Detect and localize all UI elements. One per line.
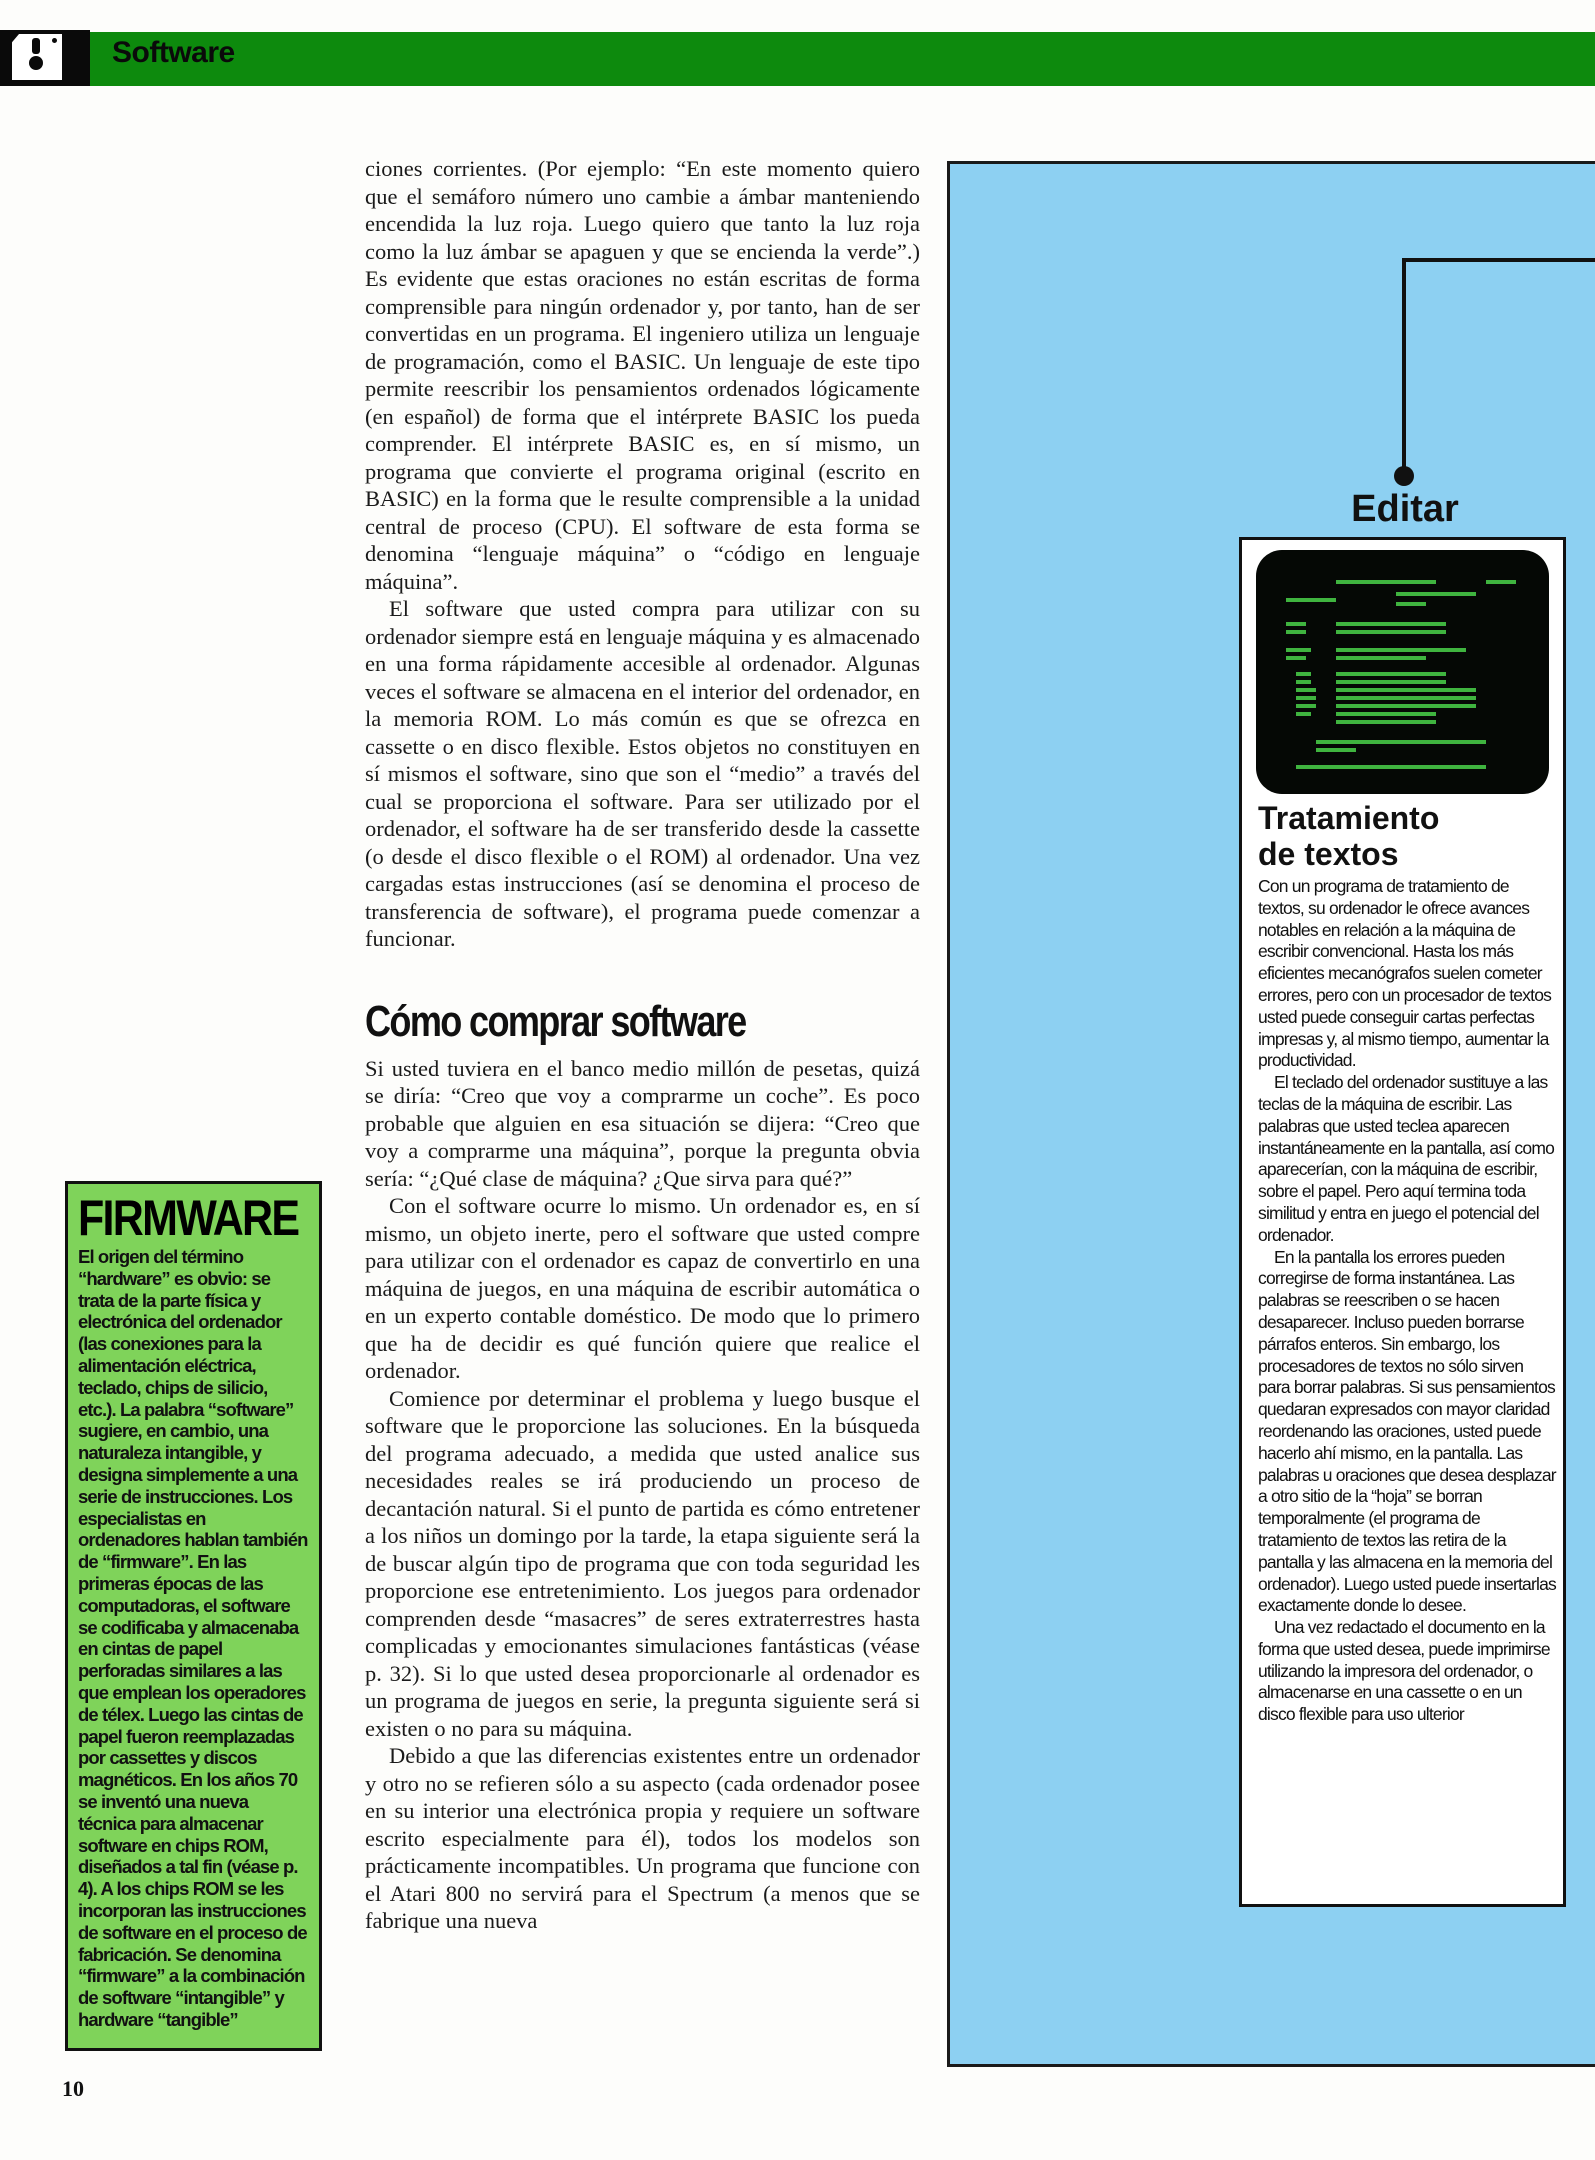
article-paragraph: Con el software ocurre lo mismo. Un ordenador es, en sí mismo, un objeto inerte, pero el software que usted compre para utilizar con el ordenador es capaz de convertirlo en una máquina de juegos, en una máquina de escribir automática o en un experto contable doméstico. De modo que lo primero que ha de decidir es qué función quiere que realice el ordenador. bbox=[365, 1193, 920, 1383]
screen-text-line bbox=[1296, 704, 1316, 708]
article-paragraph: El software que usted compra para utilizar con su ordenador siempre está en lenguaje máquina y es almacenado en una forma rápidamente accesible al ordenador. Algunas veces el software se almacena en el interior del ordenador, en la memoria ROM. Lo más común es que se ofrezca en cassette o en disco flexible. Estos objetos no constituyen en sí mismos el software, sino que son el “medio” a través del cual se proporciona el software. Para ser utilizado por el ordenador, el software ha de ser transferido desde la cassette (o desde el disco flexible o el ROM) al ordenador. Una vez cargadas estas instrucciones (así se denomina el proceso de transferencia de software), el programa puede comenzar a funcionar. bbox=[365, 596, 920, 951]
screen-text-line bbox=[1286, 630, 1306, 634]
screen-text-line bbox=[1336, 704, 1476, 708]
card-paragraph: Con un programa de tratamiento de textos, su ordenador le ofrece avances notables en relación a la máquina de escribir convencional. Hasta los más eficientes mecanógrafos suelen cometer errores, pero con un procesador de textos usted puede conseguir cartas perfectas impresas y, al mismo tiempo, aumentar la productividad. bbox=[1258, 876, 1552, 1071]
screen-text-line bbox=[1336, 712, 1436, 716]
screen-text-line bbox=[1296, 765, 1486, 769]
page-number: 10 bbox=[62, 2076, 84, 2101]
word-processing-card bbox=[1239, 537, 1566, 1907]
screen-text-line bbox=[1286, 622, 1306, 626]
article-paragraph: Debido a que las diferencias existentes entre un ordenador y otro no se refieren sólo a su aspecto (cada ordenador posee en su interior una electrónica propia y requiere un software escrito especialmente para él), todos los modelos son prácticamente incompatibles. Un programa que funcione con el Atari 800 no servirá para el Spectrum (a menos que se fabrique una nueva bbox=[365, 1743, 920, 1933]
screen-text-line bbox=[1336, 656, 1426, 660]
screen-text-line bbox=[1316, 748, 1356, 752]
article-paragraph: ciones corrientes. (Por ejemplo: “En este momento quiero que el semáforo número uno cambie a ámbar manteniendo encendida la luz roja. Luego quiero que tanto la luz roja como la luz ámbar se apaguen y que se encienda la verde”.) Es evidente que estas oraciones no están escritas de forma comprensible para ningún ordenador y, por tanto, han de ser convertidas en un programa. El ingeniero utiliza un lenguaje de programación, como el BASIC. Un lenguaje de este tipo permite reescribir los pensamientos ordenados lógicamente (en español) de forma que el intérprete BASIC los pueda comprender. El intérprete BASIC es, en sí mismo, un programa que convierte el programa original (escrito en BASIC) en la forma que le resulte comprensible a la unidad central de proceso (CPU). El software de esta forma se denomina “lenguaje máquina” o “código en lenguaje máquina”. bbox=[365, 156, 920, 594]
connector-line bbox=[1402, 258, 1595, 262]
screen-text-line bbox=[1396, 592, 1476, 596]
screen-text-line bbox=[1296, 712, 1311, 716]
card-paragraph: El teclado del ordenador sustituye a las teclas de la máquina de escribir. Las palabras que usted teclea aparecen instantáneamente en la pantalla, así como aparecerían, con la máquina de escribir, sobre el papel. Pero aquí termina toda similitud y entra en juego el potencial del ordenador. bbox=[1258, 1072, 1555, 1245]
screen-text-line bbox=[1296, 696, 1316, 700]
card-title bbox=[1258, 800, 1439, 872]
section-header-bar bbox=[90, 32, 1595, 86]
main-article bbox=[365, 155, 920, 1935]
screen-text-line bbox=[1336, 696, 1476, 700]
screen-text-line bbox=[1296, 688, 1316, 692]
screen-text-line bbox=[1336, 630, 1446, 634]
card-title-line: Tratamiento bbox=[1258, 800, 1440, 836]
screen-text-line bbox=[1336, 672, 1446, 676]
article-paragraph: Si usted tuviera en el banco medio millón de pesetas, quizá se diría: “Creo que voy a comprarme un coche”. Es poco probable que alguien en esa situación se dijera: “Creo que voy a comprarme una máquina”, porque la pregunta obvia sería: “¿Qué clase de máquina? ¿Que sirva para qué?” bbox=[365, 1055, 920, 1191]
screen-text-line bbox=[1316, 740, 1486, 744]
firmware-sidebar-box bbox=[65, 1181, 322, 2051]
connector-line bbox=[1402, 258, 1406, 473]
screen-text-line bbox=[1486, 580, 1516, 584]
screen-text-line bbox=[1296, 672, 1311, 676]
screen-text-line bbox=[1286, 648, 1311, 652]
connector-dot bbox=[1394, 466, 1414, 486]
screen-text-line bbox=[1336, 688, 1476, 692]
editar-label: Editar bbox=[1351, 488, 1459, 530]
screen-text-line bbox=[1286, 656, 1306, 660]
article-subheading: Cómo comprar software bbox=[365, 996, 746, 1046]
screen-text-line bbox=[1336, 580, 1436, 584]
section-title: Software bbox=[112, 36, 235, 69]
computer-screen-image bbox=[1256, 550, 1549, 794]
screen-text-line bbox=[1336, 720, 1436, 724]
screen-text-line bbox=[1336, 680, 1446, 684]
floppy-disk-icon bbox=[12, 34, 62, 80]
card-paragraph: Una vez redactado el documento en la forma que usted desea, puede imprimirse utilizando la impresora del ordenador, o almacenarse en una cassette o en un disco flexible para uso ulterior bbox=[1258, 1617, 1550, 1725]
screen-text-line bbox=[1296, 680, 1311, 684]
article-paragraph: Comience por determinar el problema y luego busque el software que le proporcione las soluciones. En la búsqueda del programa adecuado, a medida que usted analice sus necesidades reales se irá produciendo un proceso de decantación natural. Si el punto de partida es cómo entretener a los niños un domingo por la tarde, la etapa siguiente será la de buscar algún tipo de programa que con toda seguridad les proporcione ese entretenimiento. Los juegos para ordenador comprenden desde “masacres” de seres extraterrestres hasta complicadas y emocionantes simulaciones fantásticas (véase p. 32). Si lo que usted desea proporcionarle al ordenador es un programa de juegos en serie, la pregunta siguiente será si existen o no para su máquina. bbox=[365, 1385, 920, 1741]
card-title-line: de textos bbox=[1258, 836, 1399, 872]
card-paragraph: En la pantalla los errores pueden corregirse de forma instantánea. Las palabras se reescriben o se hacen desaparecer. Incluso pueden borrarse párrafos enteros. Sin embargo, los procesadores de textos no sólo sirven para borrar palabras. Si sus pensamientos quedaran expresados con mayor claridad reordenando las oraciones, usted puede hacerlo ahí mismo, en la pantalla. Las palabras u oraciones que desea desplazar a otro sitio de la “hoja” se borran temporalmente (el programa de tratamiento de textos las retira de la pantalla y las almacena en la memoria del ordenador). Luego usted puede insertarlas exactamente donde lo desee. bbox=[1258, 1246, 1556, 1616]
screen-text-line bbox=[1336, 648, 1466, 652]
card-text bbox=[1258, 876, 1558, 1726]
screen-text-line bbox=[1286, 598, 1336, 602]
screen-text-line bbox=[1336, 622, 1446, 626]
firmware-text: El origen del término “hardware” es obvio: se trata de la parte física y electrónica del ordenador (las conexiones para la alimentación eléctrica, teclado, chips de silicio, etc.). La palabra “software” sugiere, en cambio, una naturaleza intangible, y designa simplemente a una serie de instrucciones. Los especialistas en ordenadores hablan también de “firmware”. En las primeras épocas de las computadoras, el software se codificaba y almacenaba en cintas de papel perforadas similares a las que emplean los operadores de télex. Luego las cintas de papel fueron reemplazadas por cassettes y discos magnéticos. En los años 70 se inventó una nueva técnica para almacenar software en chips ROM, diseñados a tal fin (véase p. 4). A los chips ROM se les incorporan las instrucciones de software en el proceso de fabricación. Se denomina “firmware” a la combinación de software “intangible” y hardware “tangible” bbox=[78, 1246, 308, 2030]
firmware-title: FIRMWARE bbox=[78, 1190, 299, 1246]
screen-text-line bbox=[1396, 602, 1426, 606]
